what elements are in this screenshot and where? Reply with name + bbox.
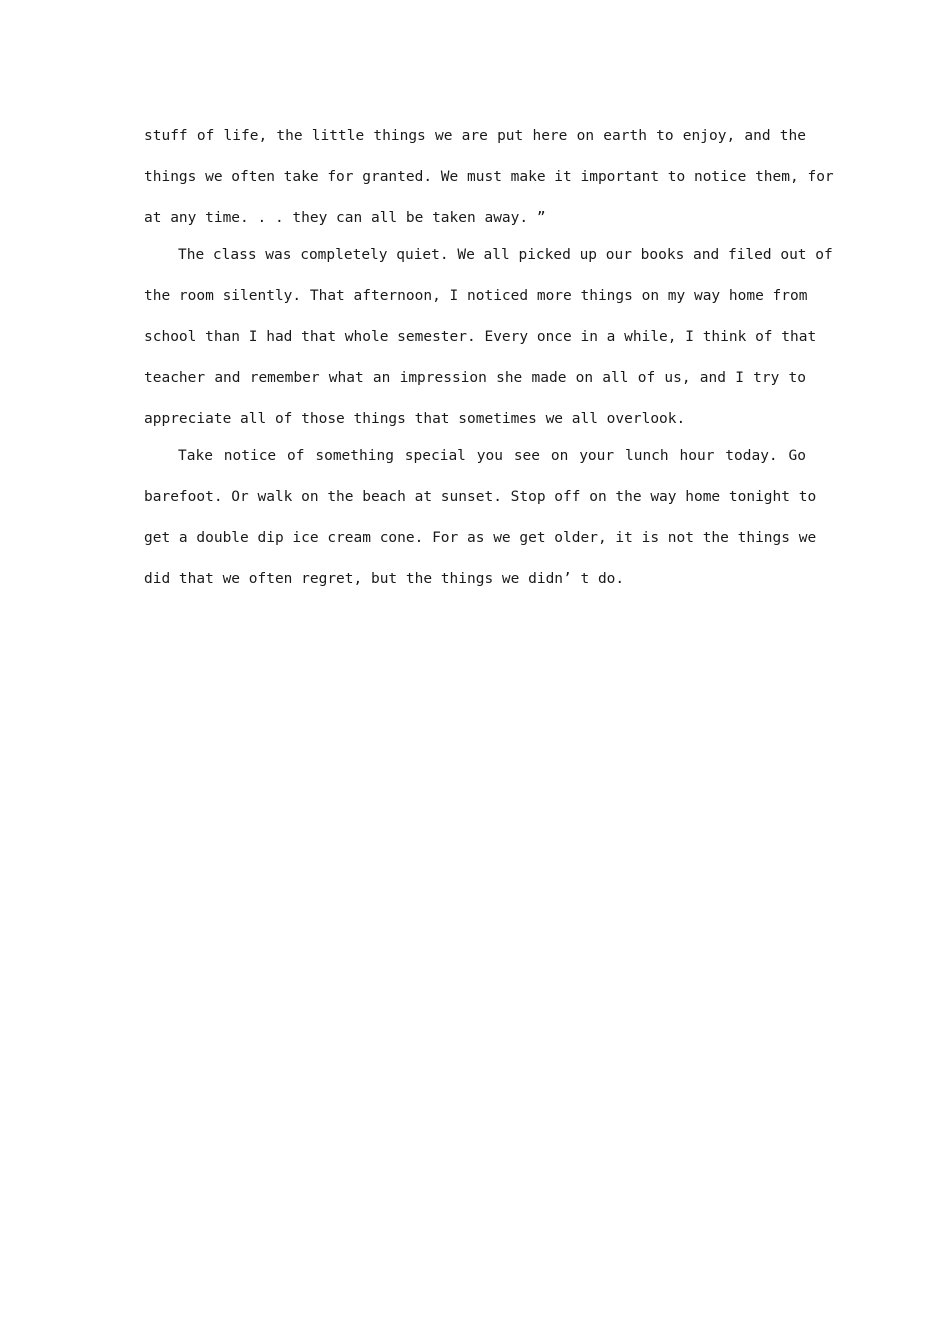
- text-line: get a double dip ice cream cone. For as we get older, it is not the things we: [144, 529, 817, 546]
- text-line: at any time. . . they can all be taken away. ”: [144, 210, 546, 227]
- document-body: [144, 116, 834, 600]
- text-line: teacher and remember what an impression she made on all of us, and I try to: [144, 370, 806, 387]
- text-line: Take notice of something special you see on your lunch hour today. Go: [178, 447, 806, 464]
- text-line: the room silently. That afternoon, I noticed more things on my way home from: [144, 287, 808, 304]
- text-line: The class was completely quiet. We all picked up our books and filed out of: [178, 246, 833, 263]
- text-line: stuff of life, the little things we are put here on earth to enjoy, and the: [144, 128, 806, 144]
- text-line: school than I had that whole semester. Every once in a while, I think of that: [144, 328, 817, 345]
- text-line: appreciate all of those things that sometimes we all overlook.: [144, 411, 686, 428]
- text-line: things we often take for granted. We must make it important to notice them, for: [144, 169, 834, 186]
- text-line: barefoot. Or walk on the beach at sunset. Stop off on the way home tonight to: [144, 488, 817, 505]
- text-line: did that we often regret, but the things we didn’ t do.: [144, 571, 625, 588]
- paragraph-1: [144, 116, 834, 240]
- paragraph-3: [144, 436, 817, 601]
- paragraph-2: [144, 235, 833, 441]
